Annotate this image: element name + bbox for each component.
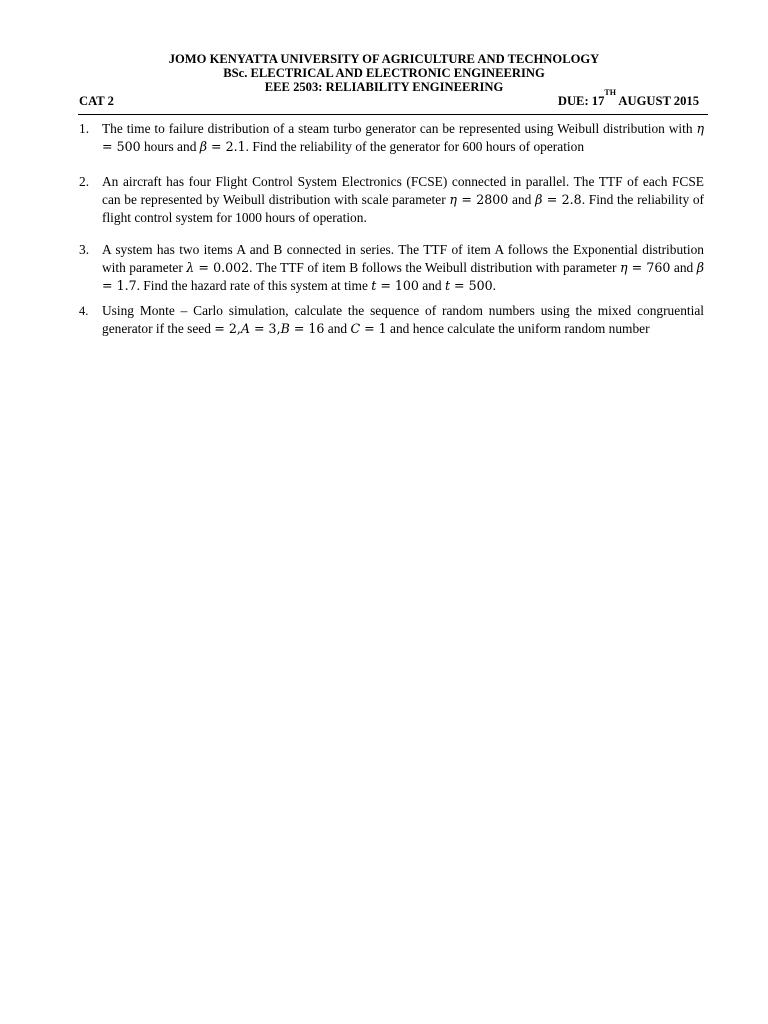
cat-label: CAT 2 bbox=[79, 94, 114, 108]
question-4 bbox=[79, 302, 704, 338]
question-number: 1. bbox=[79, 121, 90, 136]
question-text: A system has two items A and B connected in series. The TTF of item A follows the Exponential distribution with parameter λ = 0.002. The TTF of item B follows the Weibull distribution with parameter η = 760 and β = 1.7. Find the hazard rate of this system at time t = 100 and t = 500. bbox=[102, 242, 704, 293]
due-date-ordinal: TH bbox=[604, 88, 616, 97]
university-name: JOMO KENYATTA UNIVERSITY OF AGRICULTURE AND TECHNOLOGY bbox=[168, 52, 600, 66]
question-text: Using Monte – Carlo simulation, calculate the sequence of random numbers using the mixed congruential generator if the seed = 2,A = 3,B = 16 and C = 1 and hence calculate the uniform random number bbox=[102, 303, 704, 336]
question-text: The time to failure distribution of a steam turbo generator can be represented using Weibull distribution with η = 500 hours and β = 2.1. Find the reliability of the generator for 600 hours of operation bbox=[102, 121, 704, 154]
question-text: An aircraft has four Flight Control System Electronics (FCSE) connected in parallel. The TTF of each FCSE can be represented by Weibull distribution with scale parameter η = 2800 and β = 2.8. Find the reliability of flight control system for 1000 hours of operation. bbox=[102, 174, 705, 225]
header-divider bbox=[78, 114, 708, 115]
program-name: BSc. ELECTRICAL AND ELECTRONIC ENGINEERING bbox=[223, 66, 545, 80]
question-2 bbox=[79, 173, 704, 227]
assessment-meta bbox=[79, 88, 699, 110]
due-date: DUE: 17TH AUGUST 2015 bbox=[557, 88, 699, 108]
question-3 bbox=[79, 241, 704, 295]
document-header bbox=[0, 52, 768, 94]
question-number: 4. bbox=[79, 304, 89, 318]
course-title: EEE 2503: RELIABILITY ENGINEERING bbox=[264, 80, 504, 94]
question-1 bbox=[79, 120, 704, 156]
question-number: 2. bbox=[79, 174, 90, 189]
question-number: 3. bbox=[79, 242, 90, 257]
